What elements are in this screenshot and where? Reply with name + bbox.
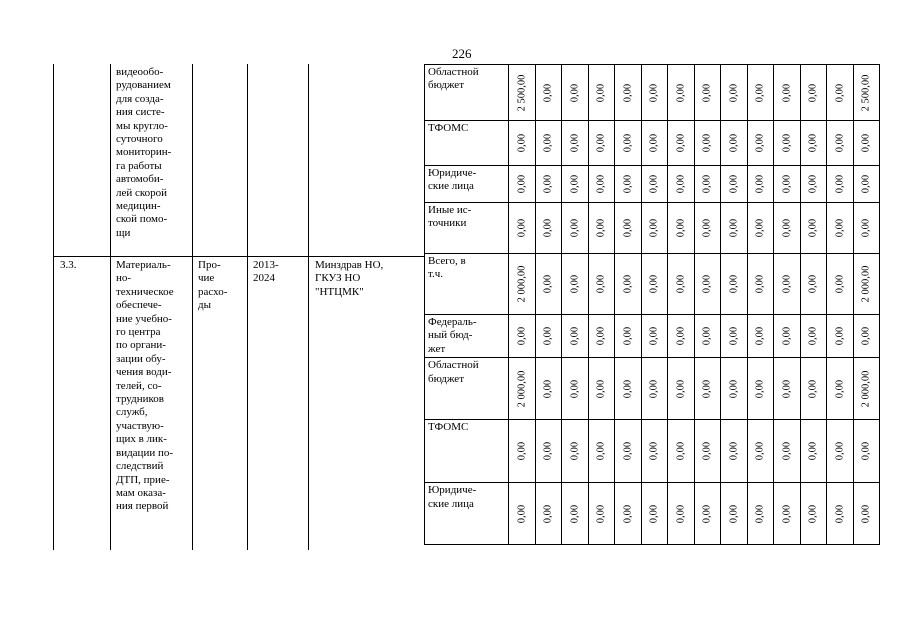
value-cell [509,315,536,358]
value-text: 0,00 [622,174,634,194]
value-cell [774,315,801,358]
table-row [425,254,880,315]
value-cell [827,315,854,358]
funding-source-cell: ТФОМС [425,121,509,166]
value-cell [641,65,668,121]
value-text: 2 000,00 [860,370,872,408]
value-cell [562,315,589,358]
value-text: 0,00 [834,218,846,238]
value-cell [509,254,536,315]
value-text: 0,00 [569,504,581,523]
value-text: 0,00 [728,274,740,294]
value-text: 0,00 [542,83,554,102]
value-text: 0,00 [781,83,793,102]
value-cell [827,203,854,254]
value-cell [774,483,801,545]
value-text: 0,00 [860,218,872,238]
value-cell [694,203,721,254]
table-row [425,315,880,358]
value-text: 0,00 [701,83,713,102]
funding-source-cell: Юридиче- ские лица [425,166,509,203]
value-cell [853,483,880,545]
value-cell [668,121,695,166]
value-text: 0,00 [595,442,607,461]
value-cell [615,420,642,483]
value-cell [562,254,589,315]
row-number: 3.3. [60,259,77,271]
value-text: 0,00 [728,379,740,398]
value-text: 0,00 [622,326,634,346]
value-text: 0,00 [807,504,819,523]
value-text: 0,00 [675,218,687,238]
value-cell [774,420,801,483]
value-cell [853,358,880,420]
value-cell [668,358,695,420]
row-description: Материаль- но- техническое обеспече- ние учебно- го центра по органи- зации обу- чения води- телей, со- трудников служб, участвую- щих в лик- видации по- следствий ДТП, прие- мам оказа- ния первой [116,259,174,513]
funding-table [424,64,880,545]
value-cell [615,166,642,203]
value-cell [641,420,668,483]
value-text: 0,00 [675,379,687,398]
value-cell [588,166,615,203]
value-text: 0,00 [595,326,607,346]
row-separator [53,256,425,257]
value-text: 0,00 [648,83,660,102]
value-text: 0,00 [622,504,634,523]
value-cell [774,203,801,254]
value-cell [694,254,721,315]
value-text: 0,00 [807,442,819,461]
value-cell [694,420,721,483]
value-text: 0,00 [701,326,713,346]
value-text: 2 000,00 [516,370,528,408]
value-cell [668,166,695,203]
value-text: 0,00 [648,379,660,398]
value-text: 0,00 [728,133,740,153]
table-row [425,203,880,254]
value-cell [562,483,589,545]
value-cell [615,203,642,254]
value-text: 0,00 [622,442,634,461]
value-text: 0,00 [516,504,528,523]
value-cell [721,483,748,545]
value-cell [615,315,642,358]
value-text: 0,00 [834,442,846,461]
value-text: 0,00 [754,326,766,346]
value-text: 0,00 [834,504,846,523]
value-text: 0,00 [781,442,793,461]
table-row [425,65,880,121]
value-text: 0,00 [675,274,687,294]
value-text: 0,00 [754,174,766,194]
value-cell [562,65,589,121]
value-cell [641,483,668,545]
value-cell [827,121,854,166]
value-text: 0,00 [807,326,819,346]
funding-source-cell: ТФОМС [425,420,509,483]
period: 2013- 2024 [253,259,279,285]
value-text: 2 000,00 [860,265,872,303]
value-cell [827,358,854,420]
value-cell [827,254,854,315]
value-cell [800,358,827,420]
value-cell [641,315,668,358]
value-text: 0,00 [781,174,793,194]
value-text: 0,00 [569,326,581,346]
value-cell [800,166,827,203]
value-cell [800,254,827,315]
value-text: 0,00 [622,218,634,238]
value-cell [535,420,562,483]
value-cell [615,483,642,545]
value-cell [747,483,774,545]
value-text: 0,00 [542,174,554,194]
value-text: 0,00 [728,326,740,346]
funding-source-cell: Всего, в т.ч. [425,254,509,315]
value-cell [800,121,827,166]
value-text: 0,00 [595,274,607,294]
page-number: 226 [452,46,472,61]
value-cell [774,166,801,203]
value-cell [694,483,721,545]
table-row [425,358,880,420]
value-text: 0,00 [675,504,687,523]
value-cell [535,65,562,121]
value-text: 0,00 [648,326,660,346]
value-cell [694,121,721,166]
value-text: 0,00 [569,174,581,194]
value-cell [535,315,562,358]
value-cell [800,315,827,358]
value-text: 0,00 [781,274,793,294]
value-text: 0,00 [648,174,660,194]
value-cell [721,315,748,358]
value-cell [615,65,642,121]
value-text: 0,00 [701,442,713,461]
value-cell [535,254,562,315]
value-cell [641,203,668,254]
value-text: 0,00 [648,442,660,461]
value-cell [774,358,801,420]
value-text: 0,00 [781,504,793,523]
value-text: 0,00 [834,83,846,102]
value-text: 0,00 [622,379,634,398]
value-text: 0,00 [569,133,581,153]
value-cell [721,65,748,121]
value-cell [562,166,589,203]
value-text: 0,00 [648,133,660,153]
value-cell [562,203,589,254]
value-text: 0,00 [754,133,766,153]
value-cell [509,166,536,203]
value-cell [641,121,668,166]
value-cell [747,121,774,166]
value-cell [509,483,536,545]
value-cell [588,420,615,483]
value-text: 0,00 [542,442,554,461]
value-text: 0,00 [569,379,581,398]
value-cell [668,254,695,315]
value-text: 0,00 [675,442,687,461]
value-cell [800,203,827,254]
value-text: 0,00 [728,83,740,102]
value-cell [747,65,774,121]
value-text: 0,00 [595,83,607,102]
value-text: 0,00 [542,326,554,346]
value-cell [747,166,774,203]
value-cell [853,121,880,166]
value-text: 0,00 [754,218,766,238]
value-text: 0,00 [834,133,846,153]
value-cell [588,121,615,166]
value-cell [774,254,801,315]
value-cell [853,203,880,254]
value-text: 0,00 [648,504,660,523]
value-cell [827,166,854,203]
value-cell [800,483,827,545]
table-border [247,64,248,550]
value-cell [641,166,668,203]
value-cell [747,358,774,420]
value-cell [668,65,695,121]
value-cell [668,315,695,358]
value-text: 0,00 [754,379,766,398]
value-text: 0,00 [807,174,819,194]
value-text: 0,00 [754,442,766,461]
value-text: 2 000,00 [516,265,528,303]
value-text: 0,00 [542,274,554,294]
value-cell [853,65,880,121]
prev-row-description: видеообо- рудованием для созда- ния систе- мы кругло- суточного мониторин- га работы автомоби- лей скорой медицин- ской помо- щи [116,66,172,239]
value-text: 0,00 [569,442,581,461]
value-cell [588,358,615,420]
value-text: 0,00 [595,379,607,398]
value-cell [509,358,536,420]
value-cell [721,420,748,483]
value-cell [535,121,562,166]
value-cell [615,254,642,315]
value-text: 0,00 [675,133,687,153]
value-cell [774,121,801,166]
funding-source-cell: Федераль- ный бюд- жет [425,315,509,358]
value-text: 0,00 [807,379,819,398]
value-text: 0,00 [569,83,581,102]
value-cell [747,315,774,358]
table-border [308,64,309,550]
value-cell [509,420,536,483]
value-text: 0,00 [834,326,846,346]
value-text: 0,00 [754,274,766,294]
value-text: 0,00 [648,218,660,238]
table-row [425,166,880,203]
value-text: 0,00 [569,218,581,238]
value-text: 2 500,00 [860,74,872,111]
value-cell [641,358,668,420]
funding-source-cell: Иные ис- точники [425,203,509,254]
value-cell [588,65,615,121]
value-text: 0,00 [754,83,766,102]
value-cell [853,315,880,358]
value-text: 0,00 [675,83,687,102]
value-cell [562,121,589,166]
value-cell [588,203,615,254]
value-cell [535,166,562,203]
value-text: 0,00 [754,504,766,523]
funding-source-cell: Областной бюджет [425,65,509,121]
value-cell [641,254,668,315]
table-row [425,483,880,545]
value-cell [721,121,748,166]
value-text: 0,00 [701,133,713,153]
value-text: 0,00 [542,133,554,153]
value-cell [800,65,827,121]
value-cell [853,420,880,483]
value-text: 0,00 [675,326,687,346]
value-text: 0,00 [728,174,740,194]
value-text: 0,00 [701,379,713,398]
value-cell [747,203,774,254]
funding-source-cell: Областной бюджет [425,358,509,420]
value-text: 0,00 [781,133,793,153]
value-cell [535,483,562,545]
value-text: 0,00 [675,174,687,194]
value-cell [668,420,695,483]
table-border [110,64,111,550]
table-border [53,64,54,550]
value-text: 0,00 [807,133,819,153]
value-cell [562,420,589,483]
value-text: 0,00 [807,274,819,294]
value-cell [694,358,721,420]
value-text: 0,00 [860,174,872,194]
value-text: 0,00 [595,174,607,194]
value-text: 0,00 [728,442,740,461]
value-cell [588,315,615,358]
value-text: 0,00 [595,504,607,523]
value-cell [509,65,536,121]
value-cell [721,203,748,254]
value-cell [853,254,880,315]
value-text: 0,00 [834,174,846,194]
value-cell [827,483,854,545]
value-cell [721,358,748,420]
value-cell [535,203,562,254]
value-text: 0,00 [622,274,634,294]
value-text: 0,00 [860,326,872,346]
value-text: 0,00 [516,442,528,461]
table-row [425,121,880,166]
value-text: 0,00 [834,379,846,398]
value-text: 0,00 [701,504,713,523]
value-text: 0,00 [701,218,713,238]
value-cell [694,166,721,203]
value-cell [509,121,536,166]
value-text: 0,00 [516,326,528,346]
value-cell [668,203,695,254]
value-text: 0,00 [516,133,528,153]
value-cell [509,203,536,254]
value-text: 0,00 [807,218,819,238]
value-text: 0,00 [701,274,713,294]
value-cell [588,483,615,545]
value-cell [721,166,748,203]
value-text: 0,00 [860,133,872,153]
funding-source-cell: Юридиче- ские лица [425,483,509,545]
value-text: 0,00 [860,442,872,461]
value-text: 0,00 [622,133,634,153]
value-cell [827,420,854,483]
value-cell [535,358,562,420]
value-text: 0,00 [834,274,846,294]
expense-type: Про- чие расхо- ды [198,259,228,312]
value-text: 0,00 [728,504,740,523]
value-cell [721,254,748,315]
value-text: 0,00 [781,218,793,238]
executor: Минздрав НО, ГКУЗ НО "НТЦМК" [315,259,384,298]
value-cell [615,358,642,420]
value-cell [747,254,774,315]
value-cell [588,254,615,315]
value-cell [774,65,801,121]
value-text: 0,00 [622,83,634,102]
value-text: 0,00 [595,133,607,153]
value-text: 0,00 [648,274,660,294]
value-text: 0,00 [701,174,713,194]
value-text: 0,00 [781,326,793,346]
value-cell [827,65,854,121]
value-text: 0,00 [569,274,581,294]
value-text: 0,00 [516,218,528,238]
value-text: 0,00 [542,218,554,238]
value-text: 0,00 [728,218,740,238]
value-cell [853,166,880,203]
value-text: 0,00 [542,379,554,398]
value-cell [694,65,721,121]
value-text: 0,00 [595,218,607,238]
value-text: 2 500,00 [516,74,528,111]
value-cell [562,358,589,420]
table-row [425,420,880,483]
value-cell [694,315,721,358]
value-text: 0,00 [781,379,793,398]
value-text: 0,00 [860,504,872,523]
value-cell [668,483,695,545]
value-cell [747,420,774,483]
value-text: 0,00 [807,83,819,102]
value-text: 0,00 [542,504,554,523]
value-cell [800,420,827,483]
value-text: 0,00 [516,174,528,194]
value-cell [615,121,642,166]
table-border [192,64,193,550]
